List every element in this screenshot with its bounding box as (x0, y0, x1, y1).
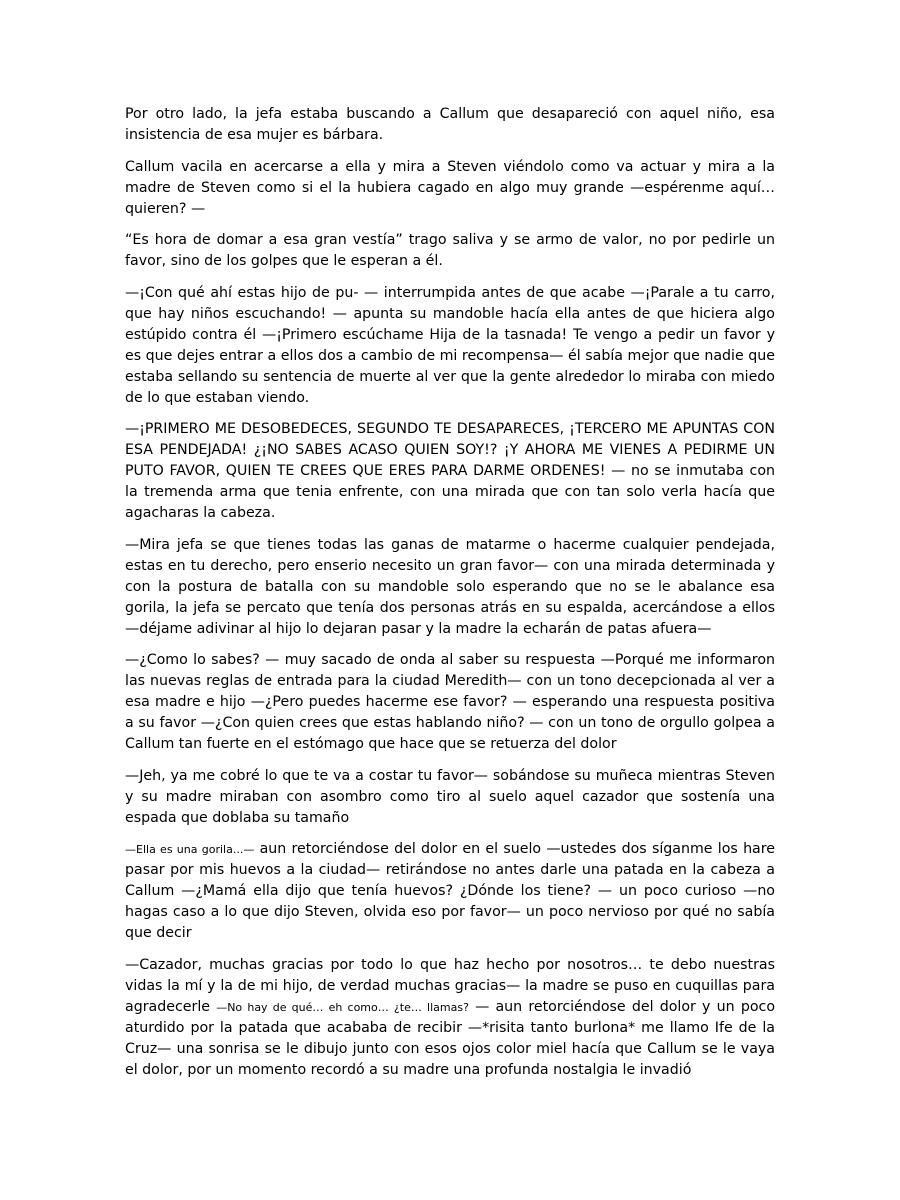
paragraph-4 (125, 283, 775, 409)
paragraph-8 (125, 766, 775, 829)
paragraph-1 (125, 104, 775, 146)
paragraph-small-text: —Ella es una gorila...— (125, 843, 255, 856)
paragraph-small-text: —No hay de qué… eh como… ¿te… llamas? (216, 1000, 469, 1014)
paragraph-6 (125, 535, 775, 640)
paragraph-9 (125, 839, 775, 944)
paragraph-2 (125, 157, 775, 220)
paragraph-text: —Cazador, muchas gracias por todo lo que haz hecho por nosotros… te debo nuestras vidas la mí y la de mi hijo, de verdad muchas gracias— la madre se puso en cuquillas para agradecerle (125, 956, 775, 1015)
paragraph-7 (125, 650, 775, 755)
paragraph-text: —¡PRIMERO ME DESOBEDECES, SEGUNDO TE DESAPARECES, ¡TERCERO ME APUNTAS CON ESA PENDEJADA! ¿¡NO SABES ACASO QUIEN SOY!? ¡Y AHORA ME VIENES A PEDIRME UN PUTO FAVOR, QUIEN TE CREES QUE ERES PARA DARME ORDENES! — no se inmutaba con la tremenda arma que tenia enfrente, con una mirada que con tan solo verla hacía que agacharas la cabeza. (125, 421, 775, 521)
paragraph-text: Por otro lado, la jefa estaba buscando a Callum que desapareció con aquel niño, esa insistencia de esa mujer es bárbara. (125, 106, 775, 143)
paragraph-10 (125, 955, 775, 1081)
paragraph-text: —Jeh, ya me cobré lo que te va a costar tu favor— sobándose su muñeca mientras Steven y su madre miraban con asombro como tiro al suelo aquel cazador que sostenía una espada que doblaba su tamaño (125, 767, 775, 826)
paragraph-5 (125, 419, 775, 524)
paragraph-text: —Mira jefa se que tienes todas las ganas de matarme o hacerme cualquier pendejada, estas en tu derecho, pero enserio necesito un gran favor— con una mirada determinada y con la postura de batalla con su mandoble solo esperando que no se le abalance esa gorila, la jefa se percato que tenía dos personas atrás en su espalda, acercándose a ellos —déjame adivinar al hijo lo dejaran pasar y la madre la echarán de patas afuera— (125, 536, 775, 637)
paragraph-text: aun retorciéndose del dolor en el suelo —ustedes dos síganme los hare pasar por mis huevos a la ciudad— retirándose no antes darle una patada en la cabeza a Callum —¿Mamá ella dijo que tenía huevos? ¿Dónde los tiene? — un poco curioso —no hagas caso a lo que dijo Steven, olvida eso por favor— un poco nervioso por qué no sabía que decir (125, 841, 775, 941)
document-page (125, 104, 775, 1091)
paragraph-text: Callum vacila en acercarse a ella y mira a Steven viéndolo como va actuar y mira a la madre de Steven como si el la hubiera cagado en algo muy grande —espérenme aquí… quieren? — (125, 158, 775, 217)
paragraph-text: —¿Como lo sabes? — muy sacado de onda al saber su respuesta —Porqué me informaron las nuevas reglas de entrada para la ciudad Meredith— con un tono decepcionada al ver a esa madre e hijo —¿Pero puedes hacerme ese favor? — esperando una respuesta positiva a su favor —¿Con quien crees que estas hablando niño? — con un tono de orgullo golpea a Callum tan fuerte en el estómago que hace que se retuerza del dolor (125, 652, 775, 752)
paragraph-3 (125, 230, 775, 272)
paragraph-text: —¡Con qué ahí estas hijo de pu- — interrumpida antes de que acabe —¡Parale a tu carro, que hay niños escuchando! — apunta su mandoble hacía ella antes de que hiciera algo estúpido contra él —¡Primero escúchame Hija de la tasnada! Te vengo a pedir un favor y es que dejes entrar a ellos dos a cambio de mi recompensa— él sabía mejor que nadie que estaba sellando su sentencia de muerte al ver que la gente alrededor lo miraba con miedo de lo que estaban viendo. (125, 284, 775, 406)
paragraph-text: — aun retorciéndose del dolor y un poco aturdido por la patada que acababa de recibir —*risita tanto burlona* me llamo Ife de la Cruz— una sonrisa se le dibujo junto con esos ojos color miel hacía que Callum se le vaya el dolor, por un momento recordó a su madre una profunda nostalgia le invadió (125, 998, 775, 1078)
paragraph-text: “Es hora de domar a esa gran vestía” trago saliva y se armo de valor, no por pedirle un favor, sino de los golpes que le esperan a él. (125, 232, 775, 269)
